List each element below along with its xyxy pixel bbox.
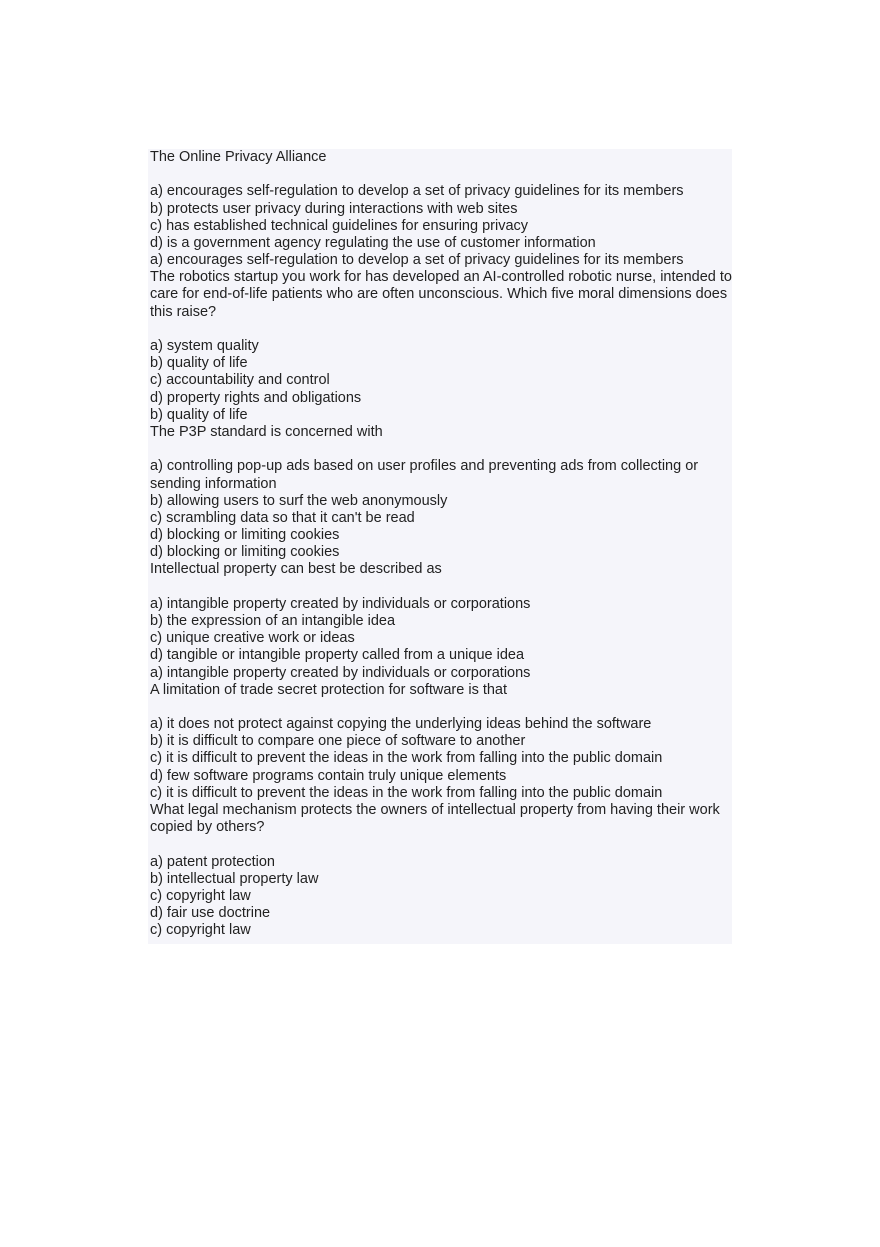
- question-block: [150, 424, 732, 561]
- answer-option: a) patent protection: [150, 853, 275, 870]
- correct-answer: a) intangible property created by individuals or corporations: [150, 664, 531, 681]
- correct-answer: c) it is difficult to prevent the ideas in the work from falling into the public domain: [150, 784, 663, 801]
- question-block: [150, 682, 732, 802]
- document-page: [148, 149, 732, 944]
- question-stem: The P3P standard is concerned with: [150, 423, 383, 440]
- correct-answer: c) copyright law: [150, 922, 251, 939]
- answer-option: c) copyright law: [150, 887, 251, 904]
- question-block: [150, 269, 732, 424]
- question-stem: A limitation of trade secret protection for software is that: [150, 681, 508, 698]
- correct-answer: b) quality of life: [150, 406, 248, 423]
- answer-option: d) fair use doctrine: [150, 905, 271, 922]
- correct-answer: a) encourages self-regulation to develop a set of privacy guidelines for its members: [150, 252, 684, 269]
- answer-option: c) accountability and control: [150, 372, 330, 389]
- blank-line: [150, 441, 732, 458]
- answer-option: b) allowing users to surf the web anonymously: [150, 492, 448, 509]
- question-block: [150, 561, 732, 681]
- answer-option: d) few software programs contain truly unique elements: [150, 767, 507, 784]
- question-stem: The robotics startup you work for has developed an AI-controlled robotic nurse, intended to care for end-of-life patients who are often unconscious. Which five moral dimensions does this raise?: [150, 269, 732, 320]
- answer-option: c) has established technical guidelines for ensuring privacy: [150, 217, 529, 234]
- answer-option: b) protects user privacy during interactions with web sites: [150, 200, 518, 217]
- blank-line: [150, 699, 732, 716]
- blank-line: [150, 579, 732, 596]
- question-stem: Intellectual property can best be described as: [150, 561, 442, 578]
- question-block: [150, 802, 732, 939]
- answer-option: a) system quality: [150, 338, 259, 355]
- answer-option: a) controlling pop-up ads based on user profiles and preventing ads from collecting or sending information: [150, 458, 699, 492]
- answer-option: c) scrambling data so that it can't be read: [150, 509, 415, 526]
- answer-option: b) the expression of an intangible idea: [150, 613, 396, 629]
- blank-line: [150, 321, 732, 338]
- question-stem: The Online Privacy Alliance: [150, 149, 327, 165]
- answer-option: a) it does not protect against copying the underlying ideas behind the software: [150, 716, 652, 733]
- answer-option: d) blocking or limiting cookies: [150, 527, 340, 544]
- answer-option: a) encourages self-regulation to develop a set of privacy guidelines for its members: [150, 183, 684, 200]
- blank-line: [150, 836, 732, 853]
- answer-option: b) intellectual property law: [150, 870, 319, 887]
- answer-option: d) tangible or intangible property called from a unique idea: [150, 647, 525, 664]
- correct-answer: d) blocking or limiting cookies: [150, 544, 340, 561]
- question-stem: What legal mechanism protects the owners of intellectual property from having their work copied by others?: [150, 802, 720, 836]
- answer-option: c) it is difficult to prevent the ideas in the work from falling into the public domain: [150, 750, 663, 767]
- blank-line: [150, 166, 732, 183]
- answer-option: b) quality of life: [150, 355, 248, 372]
- answer-option: b) it is difficult to compare one piece of software to another: [150, 733, 526, 750]
- answer-option: c) unique creative work or ideas: [150, 630, 355, 647]
- answer-option: a) intangible property created by individuals or corporations: [150, 595, 531, 612]
- question-block: [150, 149, 732, 269]
- answer-option: d) is a government agency regulating the use of customer information: [150, 234, 596, 251]
- answer-option: d) property rights and obligations: [150, 389, 362, 406]
